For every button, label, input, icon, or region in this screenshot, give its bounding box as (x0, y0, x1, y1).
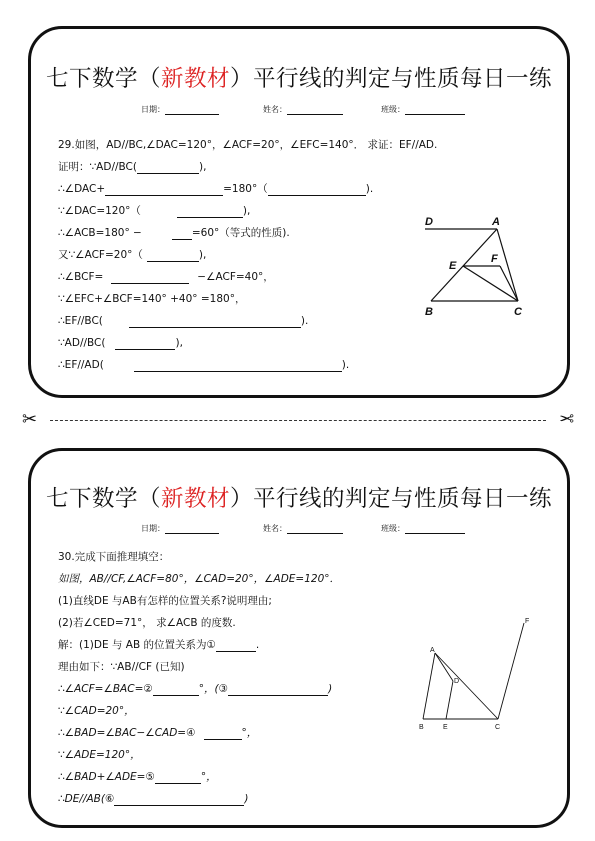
step-text: ∴EF//BC( (58, 315, 103, 327)
answer-blank[interactable] (105, 184, 223, 196)
label-e: E (449, 260, 457, 272)
proof-step-7: ∵∠EFC+∠BCF=140° +40° =180°， (58, 293, 246, 305)
step-text: ). (365, 183, 374, 195)
name-blank[interactable] (287, 106, 343, 115)
proof-step-3 (58, 205, 250, 218)
answer-blank[interactable] (147, 250, 199, 262)
answer-blank-5[interactable] (155, 772, 201, 784)
class-field (381, 523, 465, 534)
segment-ab (423, 653, 435, 719)
title-prefix: 七下数学（ (45, 66, 161, 92)
proof-step-10 (58, 359, 349, 372)
reason-step-4: ∵∠ADE=120°， (58, 749, 141, 761)
step-text: ∵AD//BC( (58, 337, 106, 349)
name-label: 姓名： (263, 524, 287, 533)
proof-step-6 (58, 271, 274, 284)
class-blank[interactable] (405, 106, 465, 115)
proof-step-4 (58, 227, 290, 240)
step-text: =180°（ (223, 183, 268, 195)
step-text: 又∵∠ACF=20°（ (58, 249, 143, 261)
label-f: F (491, 253, 498, 265)
name-label: 姓名： (263, 105, 287, 114)
step-text: −∠ACF=40°， (197, 271, 274, 283)
card-title (31, 61, 567, 93)
title-highlight: 新教材 (160, 66, 230, 92)
proof-step-5 (58, 249, 206, 262)
segment-ad (435, 653, 453, 681)
reason-line: 理由如下：∵AB//CF (已知) (58, 661, 185, 673)
segment-ac (435, 653, 498, 719)
proof-step-1 (58, 161, 206, 174)
exercise-card-29 (28, 26, 570, 398)
question-1: (1)直线DE 与AB有怎样的位置关系?说明理由; (58, 595, 272, 607)
reason-step-5 (58, 771, 217, 784)
problem-given: 如图，AB//CF,∠ACF=80°，∠CAD=20°，∠ADE=120°． (58, 573, 341, 585)
step-text: ). (341, 359, 350, 371)
reason-step-2: ∵∠CAD=20°， (58, 705, 135, 717)
answer-blank[interactable] (177, 206, 243, 218)
answer-blank[interactable] (111, 272, 189, 284)
question-2: (2)若∠CED=71°， 求∠ACB 的度数. (58, 617, 236, 629)
date-field (141, 104, 219, 115)
step-text: ), (242, 205, 251, 217)
answer-blank[interactable] (172, 228, 192, 240)
label-f: F (525, 618, 530, 625)
proof-step-9 (58, 337, 183, 350)
reason-step-3 (58, 727, 257, 740)
step-text: ∴∠ACB=180° − (58, 227, 142, 239)
name-field (263, 523, 343, 534)
answer-blank-1[interactable] (216, 640, 256, 652)
step-text: °， (241, 727, 258, 739)
label-b: B (419, 724, 424, 731)
step-text: ) (328, 683, 333, 695)
step-text: ), (198, 249, 207, 261)
segment-ab (431, 229, 497, 301)
title-suffix: ）平行线的判定与性质每日一练 (230, 66, 553, 92)
label-d: D (454, 678, 460, 685)
cut-line-divider (22, 410, 574, 430)
step-text: 解：(1)DE 与 AB 的位置关系为① (58, 639, 216, 651)
step-text: ∴EF//AD( (58, 359, 104, 371)
date-blank[interactable] (165, 106, 219, 115)
date-label: 日期： (141, 524, 165, 533)
answer-blank[interactable] (129, 316, 301, 328)
label-d: D (425, 216, 433, 228)
step-text: ∴∠ACF=∠BAC=② (58, 683, 153, 695)
proof-step-8 (58, 315, 308, 328)
step-text: ∴∠BCF= (58, 271, 104, 283)
solution-1 (58, 639, 259, 652)
label-c: C (495, 724, 501, 731)
step-text: ), (198, 161, 207, 173)
answer-blank-3[interactable] (228, 684, 328, 696)
answer-blank[interactable] (134, 360, 342, 372)
step-text: ∴∠BAD+∠ADE=⑤ (58, 771, 155, 783)
date-label: 日期： (141, 105, 165, 114)
name-field (263, 104, 343, 115)
step-text: ∵∠DAC=120°（ (58, 205, 141, 217)
step-text: =60°（等式的性质). (191, 227, 290, 239)
geometry-figure-29 (411, 209, 541, 329)
class-field (381, 104, 465, 115)
geometry-figure-30 (409, 611, 539, 736)
class-label: 班级： (381, 105, 405, 114)
segment-de (446, 681, 453, 719)
date-field (141, 523, 219, 534)
step-text: 证明：∵AD//BC( (58, 161, 137, 173)
reason-step-6 (58, 793, 248, 806)
step-text: ∴∠BAD=∠BAC−∠CAD=④ (58, 727, 196, 739)
label-c: C (514, 306, 522, 318)
date-blank[interactable] (165, 525, 219, 534)
step-text: . (255, 639, 260, 651)
name-blank[interactable] (287, 525, 343, 534)
label-e: E (443, 724, 448, 731)
step-text: °，(③ (198, 683, 229, 695)
label-b: B (425, 306, 433, 318)
step-text: ). (300, 315, 309, 327)
step-text: °， (200, 771, 217, 783)
problem-header: 30.完成下面推理填空： (58, 551, 170, 563)
reason-step-1 (58, 683, 332, 696)
class-label: 班级： (381, 524, 405, 533)
answer-blank[interactable] (115, 338, 175, 350)
answer-blank-2[interactable] (153, 684, 199, 696)
step-text: ) (244, 793, 249, 805)
title-suffix: ）平行线的判定与性质每日一练 (230, 486, 553, 512)
class-blank[interactable] (405, 525, 465, 534)
step-text: ∴∠DAC+ (58, 183, 106, 195)
title-prefix: 七下数学（ (45, 486, 161, 512)
label-a: A (430, 647, 435, 654)
answer-blank[interactable] (137, 162, 199, 174)
card-title (31, 481, 567, 513)
step-text: ∴DE//AB(⑥ (58, 793, 115, 805)
segment-cf (498, 623, 524, 719)
answer-blank[interactable] (268, 184, 366, 196)
exercise-card-30 (28, 448, 570, 828)
proof-step-2 (58, 183, 373, 196)
title-highlight: 新教材 (160, 486, 230, 512)
scissors-icon: ✂ (558, 409, 574, 430)
answer-blank-4[interactable] (204, 728, 242, 740)
dashed-cut-line (50, 420, 546, 421)
step-text: ), (175, 337, 183, 349)
scissors-icon: ✂ (22, 409, 38, 430)
problem-statement: 29.如图，AD//BC,∠DAC=120°，∠ACF=20°，∠EFC=140°． 求证：EF//AD. (58, 139, 438, 151)
label-a: A (492, 216, 500, 228)
answer-blank-6[interactable] (114, 794, 244, 806)
